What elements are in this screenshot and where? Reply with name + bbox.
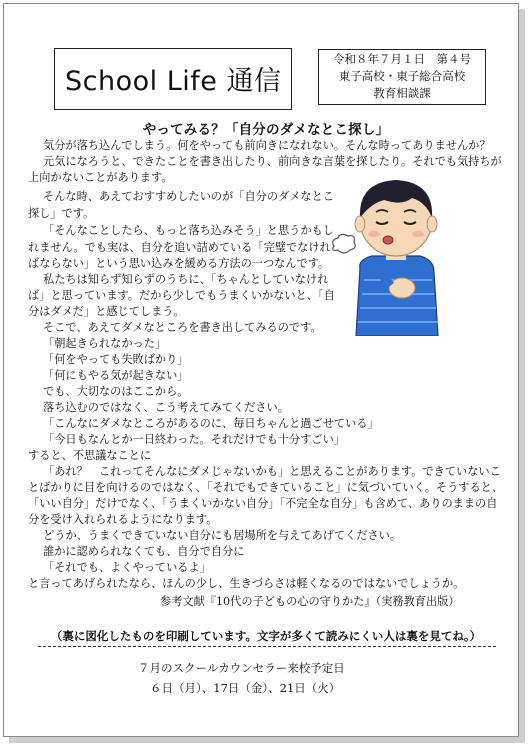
article-line: 分を受け入れられるようになります。 bbox=[28, 513, 218, 526]
schedule-title: ７月のスクールカウンセラー来校予定日 bbox=[138, 661, 345, 675]
schedule-dates: ６日（月）、17日（金）、21日（火） bbox=[150, 681, 341, 695]
article-line: そこで、あえてダメなところを書き出してみるのです。 bbox=[43, 321, 322, 334]
article-line: 「何にもやる気が起きない」 bbox=[43, 369, 189, 382]
article-line: でも、大切なのはここから。 bbox=[43, 385, 189, 398]
article-line: ばならない」という思い込みを緩める方法の一つなんです。 bbox=[28, 257, 330, 270]
issue-department: 教育相談課 bbox=[373, 86, 431, 100]
article-line: どうか、うまくできていない自分にも居場所を与えてあげてください。 bbox=[43, 529, 402, 542]
article-line: 上向かないことがあります。 bbox=[28, 171, 173, 184]
article-line: 「朝起きられなかった」 bbox=[43, 337, 167, 350]
article-line: 元気になろうと、できたことを書き出したり、前向きな言葉を探したり。それでも気持ちが bbox=[43, 155, 502, 168]
article-line: れません。でも実は、自分を追い詰めている「完璧でなけれ bbox=[28, 241, 331, 254]
issue-info-box bbox=[318, 49, 486, 105]
article-line: 気分が落ち込んでしまう。何をやっても前向きになれない。そんな時ってありませんか？ bbox=[43, 139, 491, 152]
article-line: とばかりに目を向けるのではなく、「それでもできていること」に気づいていく。そうすると、 bbox=[28, 481, 504, 494]
back-side-note: （裏に図化したものを印刷しています。文字が多くて読みにくい人は裏を見てね。） bbox=[50, 629, 482, 643]
article-line: 「こんなにダメなところがあるのに、毎日ちゃんと過ごせている」 bbox=[43, 417, 379, 430]
article-line: 「今日もなんとか一日終わった。それだけでも十分すごい」 bbox=[43, 433, 345, 446]
article-line: 私たちは知らず知らずのうちに、「ちゃんとしていなけれ bbox=[43, 273, 329, 286]
article-line: 落ち込むのではなく、こう考えてみてください。 bbox=[43, 401, 289, 414]
issue-date: 令和８年７月１日 第４号 bbox=[333, 52, 471, 66]
issue-school: 東子高校・東子総合高校 bbox=[338, 69, 466, 83]
newsletter-title: School Life 通信 bbox=[65, 66, 282, 97]
article-line: 誰かに認められなくても、自分で自分に bbox=[43, 545, 245, 558]
article-heading: やってみる？「自分のダメなとこ探し」 bbox=[142, 122, 390, 138]
newsletter-title-box bbox=[54, 48, 292, 110]
article-line: 「何をやっても失敗ばかり」 bbox=[43, 353, 189, 366]
article-line: 「それでも、よくやっているよ」 bbox=[43, 561, 211, 574]
article-line: 「そんなことしたら、もっと落ち込みそう」と思うかもし bbox=[43, 224, 334, 237]
article-line: 探し」です。 bbox=[28, 207, 95, 220]
article-line: ば」と思っています。だから少しでもうまくいかないと、「自 bbox=[28, 289, 335, 302]
article-line: 「いい自分」だけでなく、「うまくいかない自分」「不完全な自分」も含めて、ありのままの自 bbox=[28, 497, 498, 510]
article-line: 分はダメだ」と感じてしまう。 bbox=[28, 305, 185, 318]
relieved-boy-illustration bbox=[328, 168, 462, 336]
article-line: すると、不思議なことに bbox=[28, 449, 152, 462]
article-line: 「あれ？ これってそんなにダメじゃないかも」と思えることがあります。できていないこ bbox=[43, 465, 501, 478]
article-line: 参考文献『10代の子どもの心の守りかた』（実務教育出版） bbox=[160, 595, 460, 608]
article-line: そんな時、あえておすすめしたいのが「自分のダメなとこ bbox=[43, 190, 334, 203]
article-line: と言ってあげられたなら、ほんの少し、生きづらさは軽くなるのではないでしょうか。 bbox=[28, 577, 465, 590]
dashed-divider bbox=[38, 646, 496, 647]
